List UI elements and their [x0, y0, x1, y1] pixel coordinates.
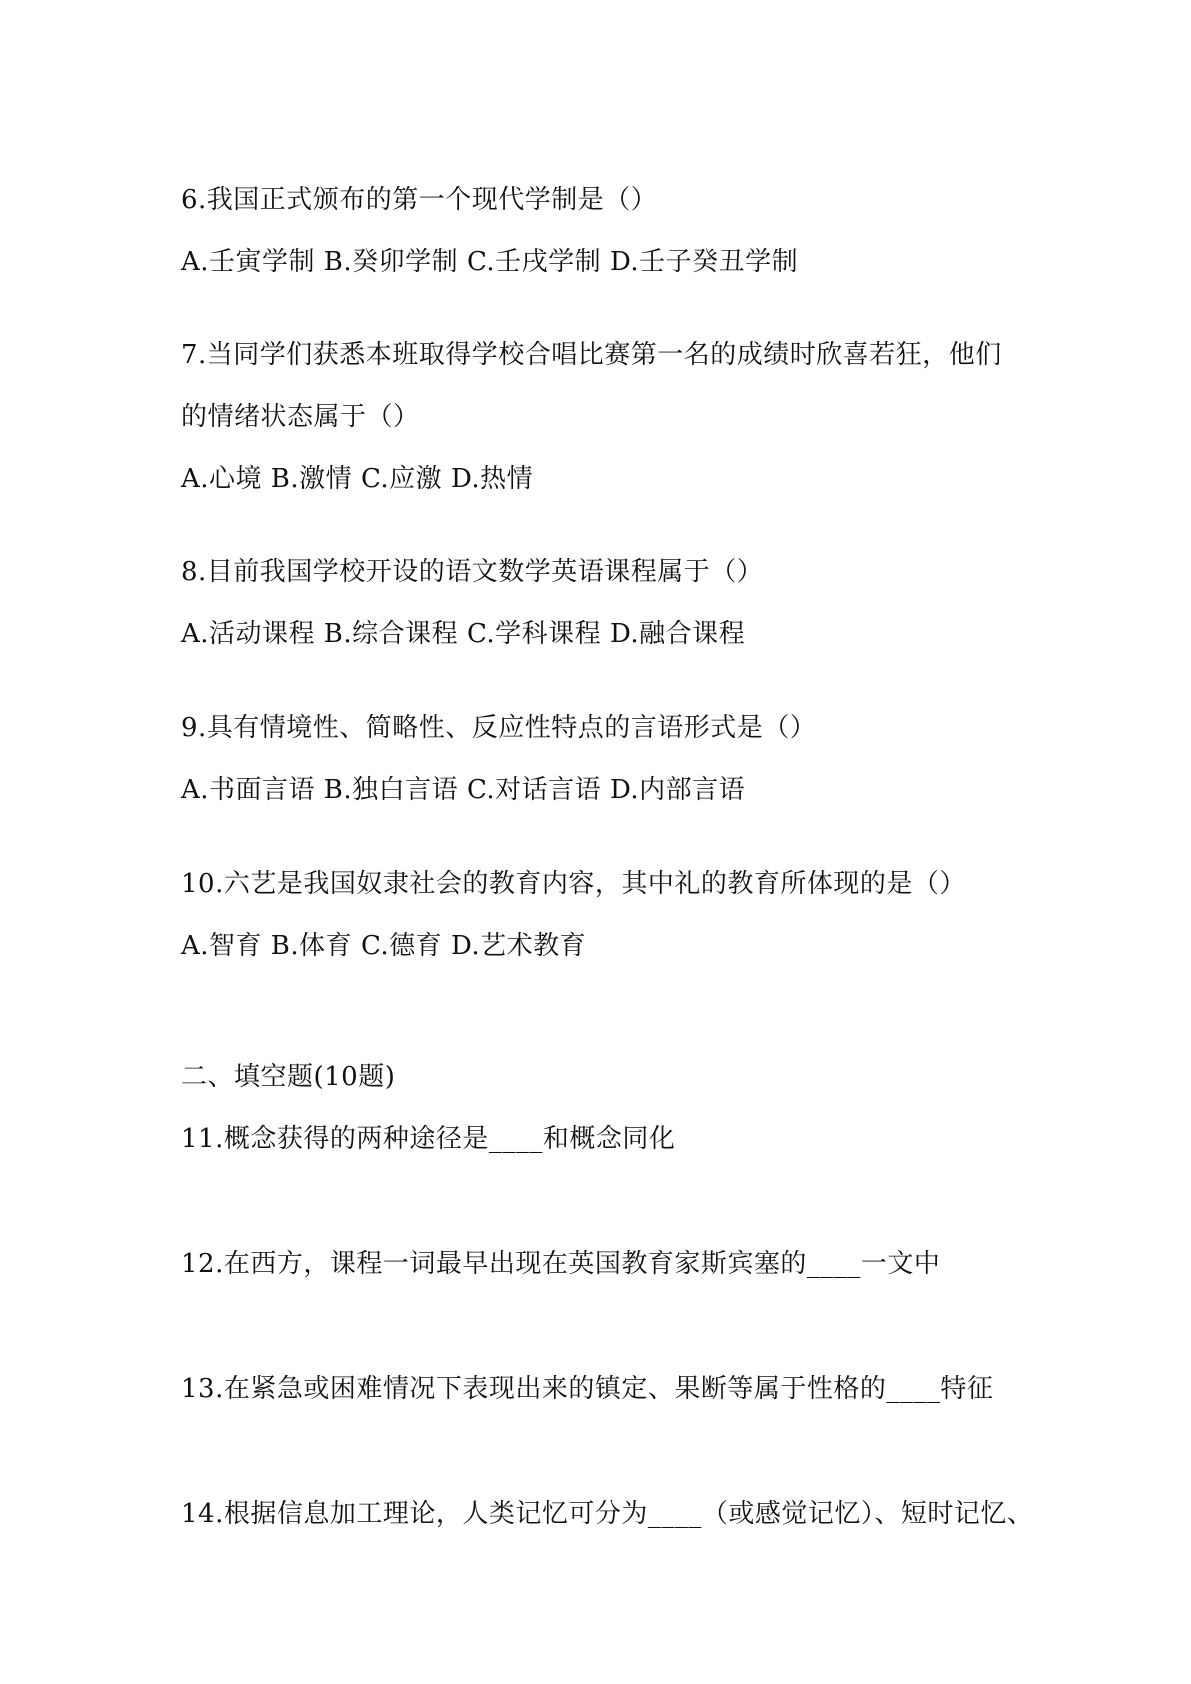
question-6-stem: 6.我国正式颁布的第一个现代学制是（） — [181, 185, 658, 215]
question-11: 11.概念获得的两种途径是____和概念同化 — [181, 1124, 676, 1154]
question-7-options: A.心境 B.激情 C.应激 D.热情 — [181, 464, 534, 494]
question-9-options: A.书面言语 B.独白言语 C.对话言语 D.内部言语 — [181, 775, 746, 805]
question-10-options: A.智育 B.体育 C.德育 D.艺术教育 — [181, 931, 587, 961]
question-12: 12.在西方，课程一词最早出现在英国教育家斯宾塞的____一文中 — [181, 1249, 941, 1279]
question-7-stem-line1: 7.当同学们获悉本班取得学校合唱比赛第一名的成绩时欣喜若狂，他们 — [181, 340, 1002, 370]
question-9-stem: 9.具有情境性、简略性、反应性特点的言语形式是（） — [181, 713, 817, 743]
question-13: 13.在紧急或困难情况下表现出来的镇定、果断等属于性格的____特征 — [181, 1374, 994, 1404]
question-7-stem-line2: 的情绪状态属于（） — [181, 402, 420, 432]
section-2-heading: 二、填空题(10题) — [181, 1062, 396, 1092]
question-14: 14.根据信息加工理论，人类记忆可分为____（或感觉记忆）、短时记忆、 — [181, 1499, 1034, 1529]
question-6-options: A.壬寅学制 B.癸卯学制 C.壬戌学制 D.壬子癸丑学制 — [181, 247, 799, 277]
question-8-stem: 8.目前我国学校开设的语文数学英语课程属于（） — [181, 557, 764, 587]
question-8-options: A.活动课程 B.综合课程 C.学科课程 D.融合课程 — [181, 619, 746, 649]
question-10-stem: 10.六艺是我国奴隶社会的教育内容，其中礼的教育所体现的是（） — [181, 869, 966, 899]
